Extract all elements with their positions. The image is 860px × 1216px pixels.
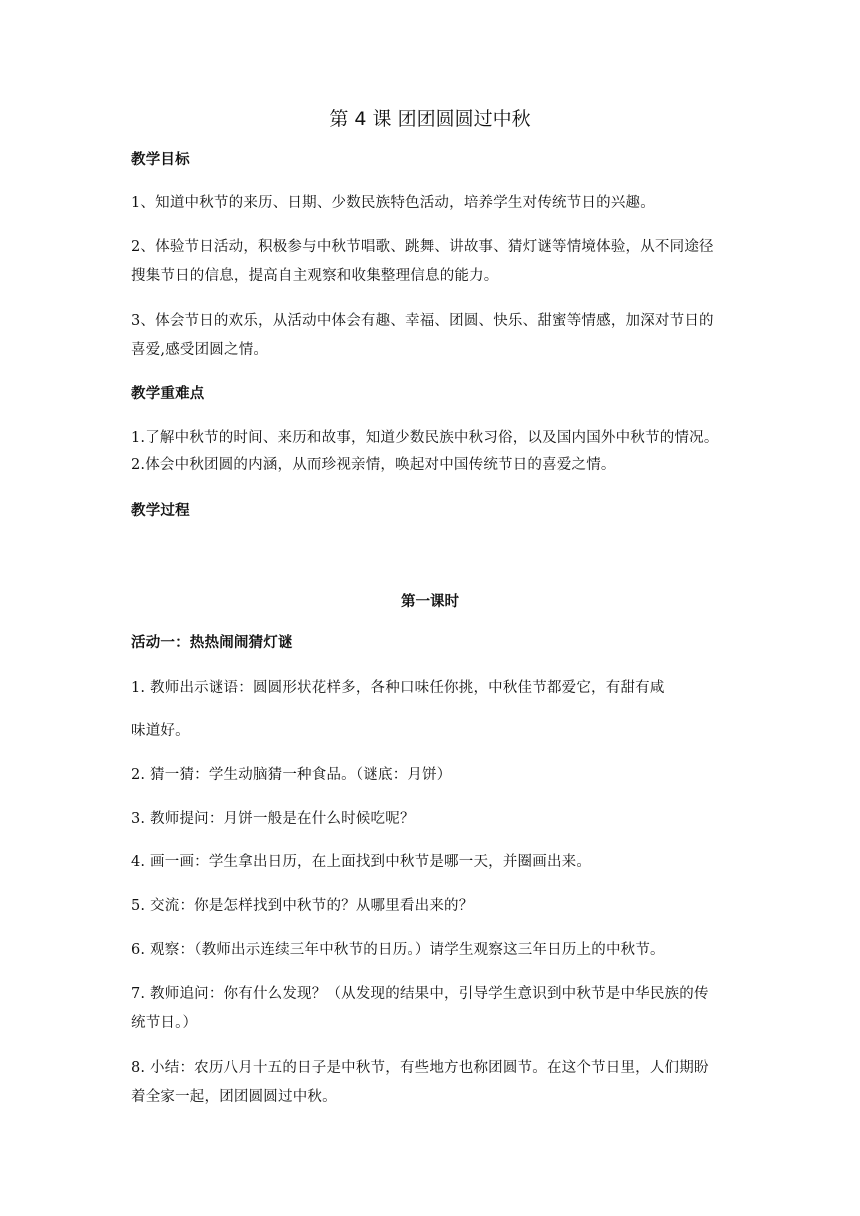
step-8-line-1: 8. 小结：农历八月十五的日子是中秋节，有些地方也称团圆节。在这个节日里，人们期盼 (131, 1060, 709, 1076)
step-8-line-2: 着全家一起，团团圆圆过中秋。 (131, 1089, 337, 1105)
goal-item-2-line-1: 2、体验节日活动，积极参与中秋节唱歌、跳舞、讲故事、猜灯谜等情境体验，从不同途径 (131, 239, 714, 255)
lesson-1-heading: 第一课时 (401, 594, 459, 610)
step-3: 3. 教师提问：月饼一般是在什么时候吃呢？ (131, 811, 415, 827)
key-point-item-2: 2.体会中秋团圆的内涵，从而珍视亲情，唤起对中国传统节日的喜爱之情。 (131, 457, 616, 473)
step-6: 6. 观察：（教师出示连续三年中秋节的日历。）请学生观察这三年日历上的中秋节。 (131, 942, 665, 958)
goal-item-2-line-2: 搜集节日的信息，提高自主观察和收集整理信息的能力。 (131, 268, 499, 284)
step-1-line-1: 1. 教师出示谜语：圆圆形状花样多，各种口味任你挑，中秋佳节都爱它，有甜有咸 (131, 680, 665, 696)
step-2: 2. 猜一猜：学生动脑猜一种食品。（谜底：月饼） (131, 767, 452, 783)
goal-item-1: 1、知道中秋节的来历、日期、少数民族特色活动，培养学生对传统节日的兴趣。 (131, 195, 655, 211)
step-7-line-2: 统节日。） (131, 1015, 198, 1031)
step-4: 4. 画一画：学生拿出日历，在上面找到中秋节是哪一天，并圈画出来。 (131, 854, 592, 870)
page-title: 第 4 课 团团圆圆过中秋 (329, 108, 531, 130)
goal-item-3-line-2: 喜爱,感受团圆之情。 (131, 342, 269, 358)
activity-1-heading: 活动一：热热闹闹猜灯谜 (131, 635, 293, 651)
step-1-line-2: 味道好。 (131, 723, 190, 739)
process-heading: 教学过程 (131, 503, 190, 519)
key-point-item-1: 1.了解中秋节的时间、来历和故事，知道少数民族中秋习俗，以及国内国外中秋节的情况。 (131, 430, 719, 446)
goals-heading: 教学目标 (131, 152, 190, 168)
step-5: 5. 交流：你是怎样找到中秋节的？从哪里看出来的？ (131, 898, 474, 914)
goal-item-3-line-1: 3、体会节日的欢乐，从活动中体会有趣、幸福、团圆、快乐、甜蜜等情感，加深对节日的 (131, 313, 714, 329)
key-points-heading: 教学重难点 (131, 386, 205, 402)
step-7-line-1: 7. 教师追问：你有什么发现？（从发现的结果中，引导学生意识到中秋节是中华民族的传 (131, 986, 709, 1002)
